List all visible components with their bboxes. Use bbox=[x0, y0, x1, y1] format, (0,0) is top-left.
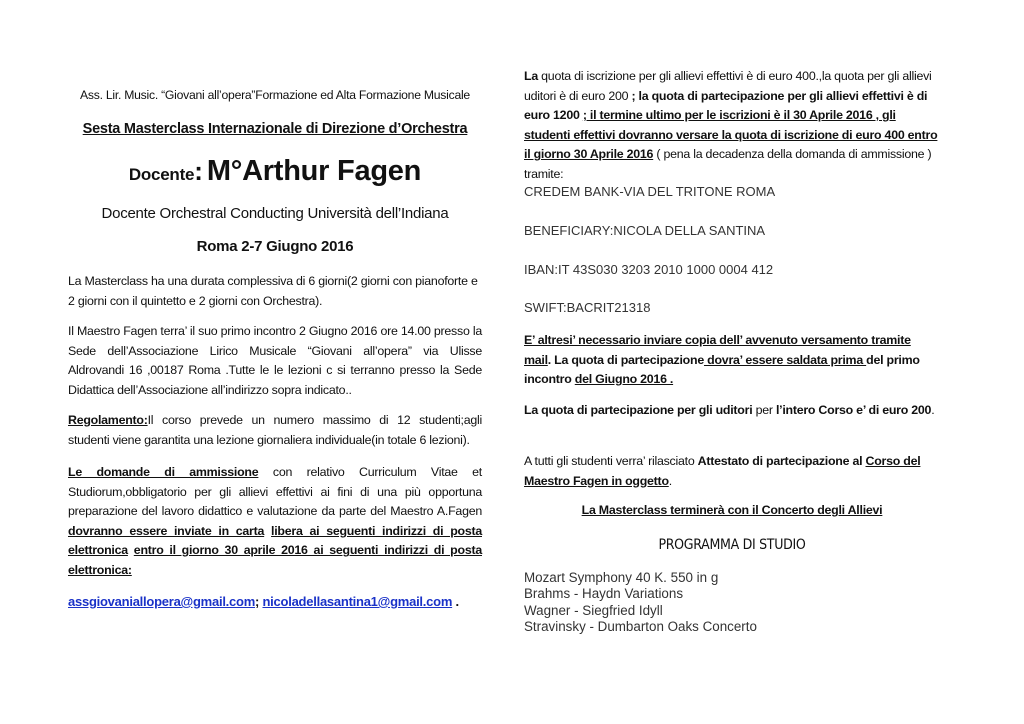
certificate-lead: A tutti gli studenti verra’ rilasciato bbox=[524, 454, 698, 468]
rules-paragraph bbox=[68, 411, 482, 450]
iban: IBAN:IT 43S030 3203 2010 1000 0004 412 bbox=[524, 262, 774, 277]
auditor-fee-lead: La quota di partecipazione per gli uditori bbox=[524, 403, 753, 417]
certificate-paragraph bbox=[524, 452, 940, 491]
fee-participation: ; la quota di partecipazione per gli allievi effettivi è di euro 1200 bbox=[524, 88, 928, 123]
place-date: Roma 2-7 Giugno 2016 bbox=[196, 238, 354, 255]
fee-deadline: ; il termine ultimo per le iscrizioni è il 30 Aprile 2016 , gli studenti effettivi dovranno versare la quota di iscrizione di euro 400 entro il giorno 30 Aprile 2016 bbox=[524, 108, 938, 162]
auditor-fee-amount: l’intero Corso e’ di euro 200 bbox=[775, 403, 932, 417]
auditor-fee-paragraph bbox=[524, 401, 940, 421]
fee-paragraph bbox=[524, 67, 940, 185]
first-meeting-paragraph: Il Maestro Fagen terra’ il suo primo incontro 2 Giugno 2016 ore 14.00 presso la Sede dell’Associazione Lirico Musicale “Giovani all’opera” via Ulisse Aldrovandi 16 ,00187 Roma .Tutte le le lezioni c si terranno presso la Sede Didattica dell’Associazione all’indirizzo sopra indicato.. bbox=[68, 324, 482, 397]
payment-copy-fee: . La quota di partecipazione bbox=[547, 352, 704, 367]
fee-text: quota di iscrizione per gli allievi effettivi è di euro 400.,la quota per gli allievi uditori è di euro 200 bbox=[524, 69, 932, 103]
fee-tail: ( pena la decadenza della domanda di ammissione ) tramite: bbox=[524, 147, 932, 181]
program-title: PROGRAMMA DI STUDIO bbox=[658, 537, 806, 553]
program-item: Stravinsky - Dumbarton Oaks Concerto bbox=[524, 618, 757, 634]
email-link-santina[interactable]: nicoladellasantina1@gmail.com bbox=[262, 594, 453, 609]
auditor-fee-dot: . bbox=[931, 403, 935, 417]
rules-label: Regolamento: bbox=[68, 413, 148, 427]
teacher-colon: : bbox=[194, 156, 203, 186]
email-link-association[interactable]: assgiovaniallopera@gmail.com bbox=[68, 594, 256, 609]
payment-copy-paragraph bbox=[524, 331, 940, 390]
payment-copy-first: del primo incontro bbox=[524, 352, 920, 387]
payment-copy-date: del Giugno 2016 . bbox=[574, 372, 674, 387]
email-line bbox=[68, 592, 482, 612]
program-item: Brahms - Haydn Variations bbox=[524, 586, 684, 602]
program-item: Wagner - Siegfried Idyll bbox=[524, 602, 663, 618]
email-separator: ; bbox=[255, 594, 263, 609]
certificate-course: Corso del Maestro Fagen in oggetto bbox=[524, 454, 921, 488]
application-paper: dovranno essere inviate in carta bbox=[68, 523, 265, 538]
certificate-dot: . bbox=[668, 473, 672, 488]
program-list bbox=[524, 570, 757, 635]
concert-line: La Masterclass terminerà con il Concerto degli Allievi bbox=[581, 503, 883, 517]
duration-paragraph: La Masterclass ha una durata complessiva di 6 giorni(2 giorni con pianoforte e 2 giorni con il quintetto e 2 giorni con Orchestra). bbox=[68, 274, 478, 308]
certificate-title: Attestato di partecipazione al bbox=[697, 454, 863, 468]
payment-copy-before: dovra’ essere saldata prima bbox=[703, 352, 867, 367]
teacher-label: Docente bbox=[128, 165, 195, 184]
fee-lead: La bbox=[524, 69, 538, 83]
rules-text: Il corso prevede un numero massimo di 12 studenti;agli studenti viene garantita una lezione giornaliera individuale(in totale 6 lezioni). bbox=[68, 413, 482, 447]
application-space bbox=[264, 524, 271, 538]
application-email-req: libera ai seguenti indirizzi di posta elettronica bbox=[68, 523, 482, 558]
beneficiary: BENEFICIARY:NICOLA DELLA SANTINA bbox=[524, 223, 766, 238]
program-item: Mozart Symphony 40 K. 550 in g bbox=[524, 570, 719, 585]
teacher-name: M°Arthur Fagen bbox=[206, 155, 422, 187]
association-line: Ass. Lir. Music. “Giovani all’opera”Formazione ed Alta Formazione Musicale bbox=[80, 88, 470, 102]
email-end: . bbox=[452, 594, 459, 609]
payment-copy-request: E’ altresi’ necessario inviare copia dell’ avvenuto versamento tramite mail bbox=[524, 333, 911, 367]
teacher-role: Docente Orchestral Conducting Università dell’Indiana bbox=[101, 205, 449, 222]
application-label: Le domande di ammissione bbox=[68, 465, 259, 479]
application-deadline: entro il giorno 30 aprile 2016 ai seguenti indirizzi di posta elettronica: bbox=[68, 543, 482, 577]
bank-name: CREDEM BANK-VIA DEL TRITONE ROMA bbox=[524, 184, 776, 199]
masterclass-title: Sesta Masterclass Internazionale di Direzione d’Orchestra bbox=[82, 121, 468, 137]
application-text: con relativo Curriculum Vitae et Studiorum,obbligatorio per gli allievi effettivi ai fini di una più opportuna preparazione del lavoro didattico e valutazione da parte del Maestro A.Fagen bbox=[68, 465, 482, 519]
application-paragraph bbox=[68, 463, 482, 581]
teacher-heading bbox=[68, 152, 482, 195]
swift: SWIFT:BACRIT21318 bbox=[524, 300, 651, 315]
auditor-fee-for: per bbox=[752, 403, 776, 417]
